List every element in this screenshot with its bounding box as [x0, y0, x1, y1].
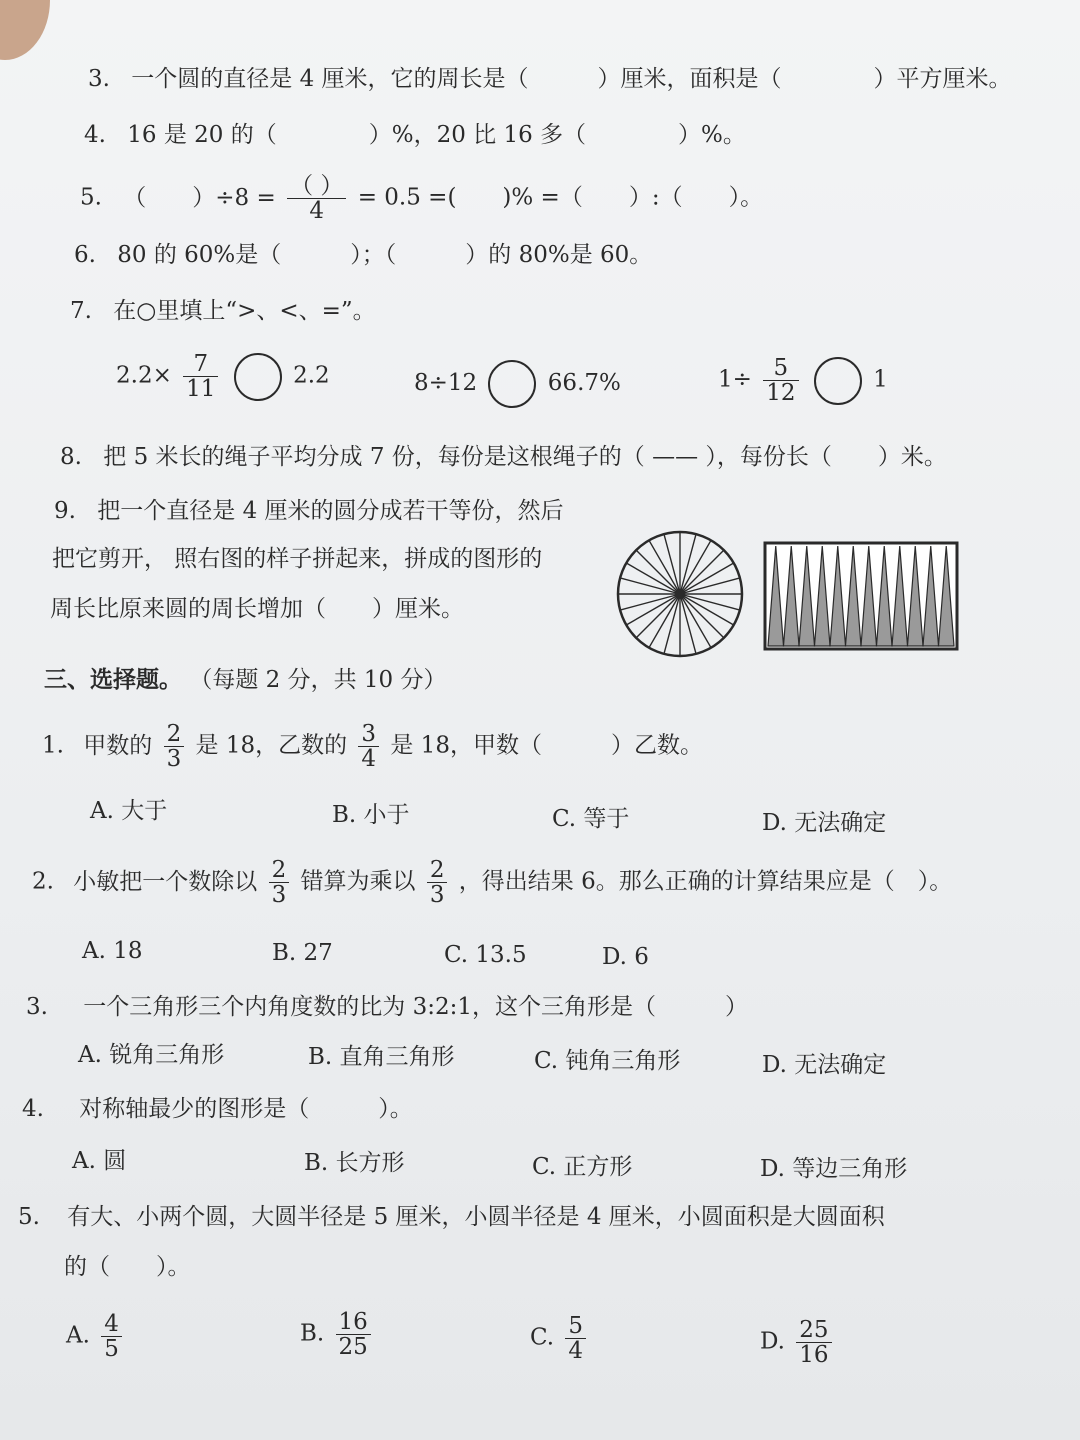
question-number: 8. — [60, 444, 82, 470]
option-a[interactable]: A. 大于 — [90, 798, 168, 824]
option-c[interactable]: C. 13.5 — [444, 942, 527, 968]
fraction — [101, 1312, 122, 1361]
fraction-denominator: 16 — [799, 1342, 829, 1369]
sliced-circle-figure — [614, 528, 746, 660]
choice-question-2 — [32, 858, 952, 907]
option-letter: B. — [300, 1320, 325, 1347]
option-b[interactable]: B. 小于 — [332, 802, 410, 828]
section-title: 三、选择题。 — [44, 666, 182, 693]
question-text: 一个三角形三个内角度数的比为 3:2:1，这个三角形是（ ） — [83, 994, 748, 1020]
fraction — [287, 174, 346, 223]
fraction-numerator: 4 — [101, 1312, 122, 1337]
compare-expression-2 — [414, 360, 621, 408]
question-text: 在○里填上“>、<、=”。 — [113, 298, 376, 324]
choice-question-5-line-2: 的（ ）。 — [64, 1254, 191, 1280]
option-b[interactable]: B. 直角三角形 — [308, 1044, 455, 1070]
question-text: 把一个直径是 4 厘米的圆分成若干等份，然后 — [97, 498, 564, 524]
question-text: 错算为乘以 — [300, 868, 416, 895]
compare-expression-1 — [116, 352, 330, 401]
question-text: 把 5 米长的绳子平均分成 7 份，每份是这根绳子的（ —— ），每份长（ ）米。 — [103, 444, 947, 470]
fraction-numerator: 5 — [565, 1314, 586, 1339]
expression-text: 2.2 — [293, 362, 330, 389]
question-text: = 0.5 =( )% =（ ）:（ ）。 — [357, 184, 764, 211]
fraction — [164, 722, 185, 771]
option-letter: D. — [760, 1328, 785, 1355]
fraction — [796, 1318, 831, 1367]
question-3 — [88, 68, 1012, 91]
question-text: （ ）÷8 = — [123, 184, 276, 211]
fraction-numerator: （ ） — [287, 174, 346, 199]
question-9-line-1 — [54, 500, 564, 523]
option-c[interactable] — [530, 1314, 590, 1363]
circle-center — [675, 589, 685, 599]
question-text: ，得出结果 6。那么正确的计算结果应是（ ）。 — [458, 868, 953, 895]
section-3-heading — [44, 668, 446, 692]
question-text: 16 是 20 的（ ）%，20 比 16 多（ ）%。 — [127, 122, 746, 148]
question-4 — [84, 124, 746, 147]
option-letter: A. — [66, 1322, 90, 1349]
option-d[interactable]: D. 无法确定 — [762, 810, 887, 836]
fraction-numerator: 2 — [164, 722, 185, 747]
option-c[interactable]: C. 等于 — [552, 806, 630, 832]
question-number: 1. — [42, 732, 64, 759]
fraction-numerator: 16 — [336, 1310, 371, 1335]
choice-question-1 — [42, 722, 703, 771]
option-b[interactable] — [300, 1310, 375, 1359]
question-number: 4. — [84, 122, 106, 148]
question-text: 小敏把一个数除以 — [73, 868, 258, 895]
question-number: 2. — [32, 868, 54, 895]
fraction-denominator: 3 — [166, 746, 182, 773]
fraction — [269, 858, 290, 907]
choice-question-5-line-1 — [18, 1206, 885, 1229]
fraction-denominator: 4 — [568, 1338, 584, 1365]
choice-question-4 — [22, 1098, 413, 1121]
question-8 — [60, 446, 947, 469]
question-number: 6. — [74, 242, 96, 268]
option-a[interactable] — [66, 1312, 126, 1361]
question-5 — [80, 174, 763, 223]
fraction-numerator: 2 — [427, 858, 448, 883]
option-a[interactable]: A. 圆 — [72, 1148, 127, 1174]
section-note: （每题 2 分，共 10 分） — [189, 667, 447, 693]
expression-text: 66.7% — [547, 370, 621, 396]
fraction-denominator: 12 — [766, 380, 796, 407]
fraction — [565, 1314, 586, 1363]
compare-circle-blank[interactable] — [488, 360, 536, 408]
question-text: 80 的 60%是（ ）；（ ）的 80%是 60。 — [117, 242, 653, 268]
fraction-denominator: 5 — [104, 1336, 119, 1363]
question-number: 3. — [88, 66, 110, 92]
question-number: 5. — [18, 1204, 40, 1230]
option-d[interactable]: D. 无法确定 — [762, 1052, 887, 1078]
fraction — [427, 858, 448, 907]
compare-circle-blank[interactable] — [234, 353, 282, 401]
option-d[interactable]: D. 等边三角形 — [760, 1156, 908, 1182]
question-number: 9. — [54, 498, 76, 524]
question-9-line-2: 把它剪开， 照右图的样子拼起来，拼成的图形的 — [52, 546, 543, 572]
fraction-denominator: 11 — [186, 376, 216, 403]
question-7 — [70, 300, 376, 323]
option-b[interactable]: B. 长方形 — [304, 1150, 405, 1176]
expression-text: 2.2× — [116, 362, 172, 389]
question-text: 甲数的 — [83, 732, 153, 759]
option-d[interactable]: D. 6 — [602, 944, 649, 970]
fraction-numerator: 7 — [183, 352, 218, 377]
question-9-line-3: 周长比原来圆的周长增加（ ）厘米。 — [50, 596, 464, 622]
fraction — [183, 352, 218, 401]
fraction — [763, 356, 798, 405]
fraction-denominator: 4 — [309, 198, 325, 225]
question-text: 有大、小两个圆，大圆半径是 5 厘米，小圆半径是 4 厘米，小圆面积是大圆面积 — [67, 1204, 885, 1230]
option-d[interactable] — [760, 1318, 836, 1367]
fraction — [358, 722, 379, 771]
option-c[interactable]: C. 钝角三角形 — [534, 1048, 681, 1074]
question-number: 5. — [80, 184, 102, 211]
expression-text: 1÷ — [718, 366, 752, 393]
option-b[interactable]: B. 27 — [272, 940, 333, 966]
compare-expression-3 — [718, 356, 888, 405]
expression-text: 8÷12 — [414, 370, 478, 396]
option-a[interactable]: A. 锐角三角形 — [78, 1042, 225, 1068]
question-number: 4. — [22, 1096, 44, 1122]
fraction-denominator: 4 — [361, 746, 377, 773]
option-letter: C. — [530, 1324, 555, 1351]
question-number: 3. — [26, 994, 48, 1020]
fraction — [336, 1310, 371, 1359]
fraction-denominator: 3 — [429, 882, 445, 909]
question-text: 一个圆的直径是 4 厘米，它的周长是（ ）厘米，面积是（ ）平方厘米。 — [131, 66, 1012, 92]
question-number: 7. — [70, 298, 92, 324]
fraction-numerator: 5 — [763, 356, 798, 381]
fraction-denominator: 25 — [338, 1334, 368, 1361]
question-text: 是 18，乙数的 — [195, 732, 348, 759]
option-c[interactable]: C. 正方形 — [532, 1154, 633, 1180]
rearranged-rectangle-figure — [762, 540, 960, 652]
question-text: 对称轴最少的图形是（ ）。 — [79, 1096, 413, 1122]
fraction-numerator: 2 — [269, 858, 290, 883]
fraction-denominator: 3 — [271, 882, 287, 909]
compare-circle-blank[interactable] — [814, 357, 862, 405]
question-6 — [74, 244, 652, 267]
fraction-numerator: 3 — [358, 722, 379, 747]
question-text: 是 18，甲数（ ）乙数。 — [390, 732, 703, 759]
fraction-numerator: 25 — [796, 1318, 831, 1343]
option-a[interactable]: A. 18 — [82, 938, 143, 964]
expression-text: 1 — [873, 366, 888, 393]
choice-question-3 — [26, 996, 748, 1019]
finger-shadow — [0, 0, 50, 60]
